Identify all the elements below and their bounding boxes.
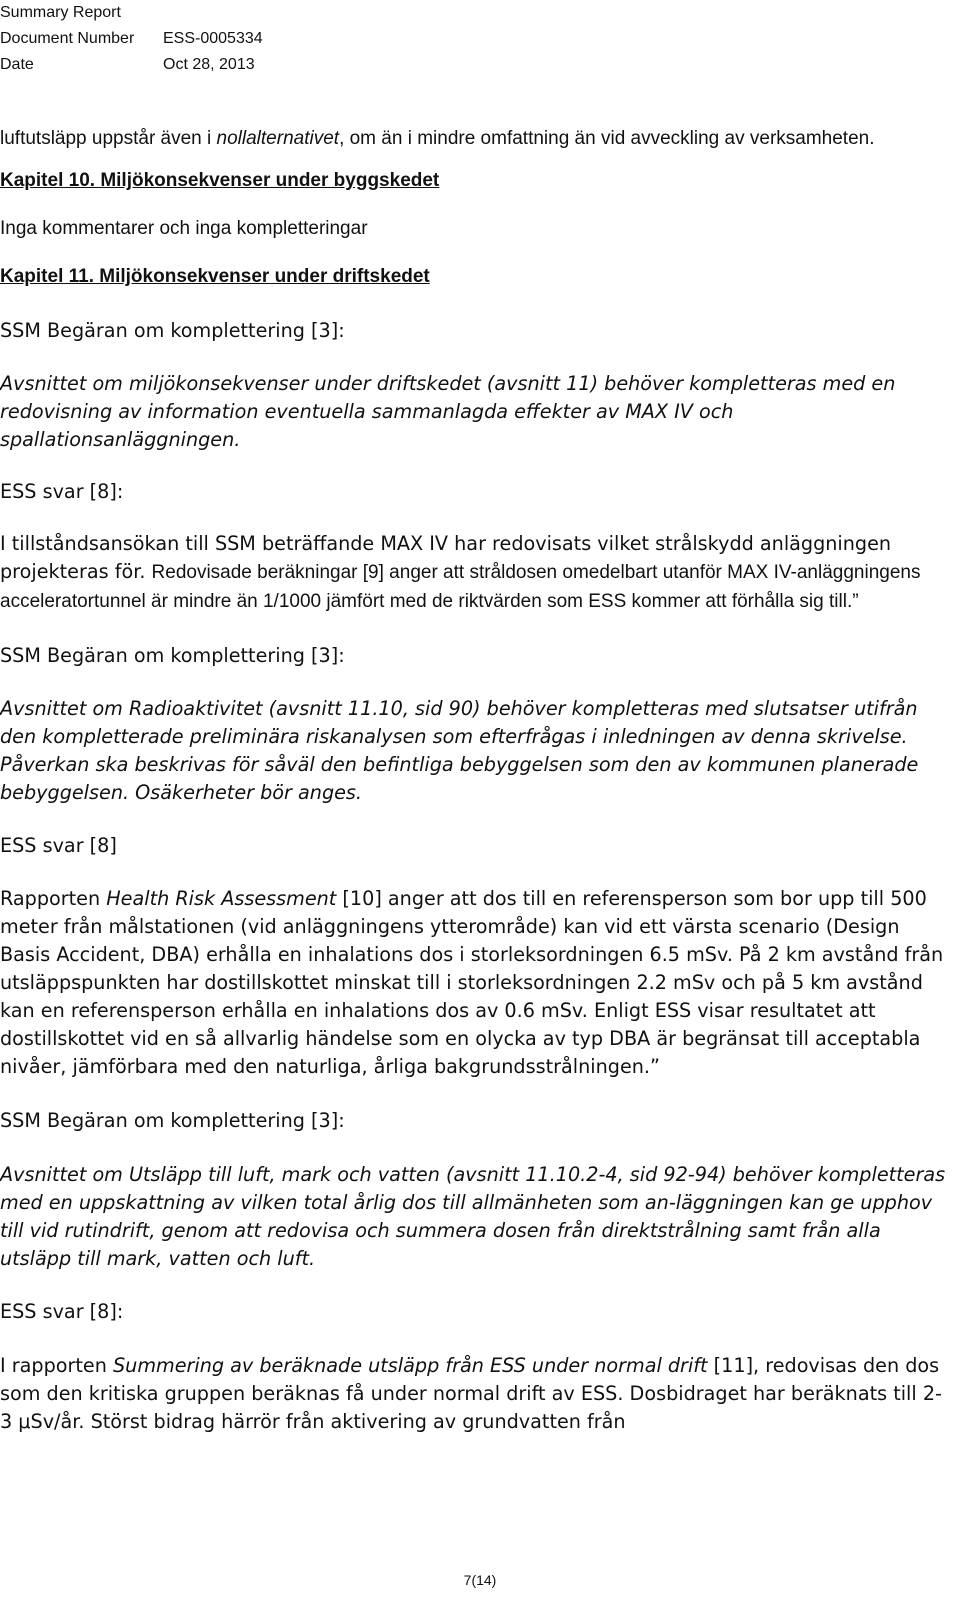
chapter-11-heading: Kapitel 11. Miljökonsekvenser under driftskedet [0, 266, 430, 287]
ssm-request-text-2: Avsnittet om Radioaktivitet (avsnitt 11.10, sid 90) behöver kompletteras med slutsatser utifrån den kompletterade preliminära riskanalysen som efterfrågas i inledningen av denna skrivelse. Påverkan ska beskrivas för såväl den befintliga bebyggelsen som den av kommunen planerade bebyggelsen. Osäkerheter bör anges. [0, 697, 919, 804]
ess-answer-text-1a: I tillståndsansökan till SSM beträffande MAX IV har redovisats vilket strålskydd anläggningen projekteras för. [0, 532, 892, 583]
doc-number-value: ESS-0005334 [163, 30, 263, 47]
ess-answer-text-2-pre: Rapporten [0, 887, 107, 910]
ssm-request-text-3: Avsnittet om Utsläpp till luft, mark och vatten (avsnitt 11.10.2-4, sid 92-94) behöver kompletteras med en uppskattning av vilken total årlig dos till allmänheten som an-läggningen kan ge upphov till vid rutindrift, genom att redovisa och summera dosen från direktstrålning samt från alla utsläpp till mark, vatten och luft. [0, 1163, 946, 1270]
ssm-request-label-2: SSM Begäran om komplettering [3]: [0, 644, 345, 667]
ess-answer-text-2 [0, 885, 952, 1081]
ess-answer-text-3-post: [11], redovisas den dos som den kritiska gruppen beräknas få under normal drift av ESS. Dosbidraget har beräknats till 2-3 μSv/år. Störst bidrag härrör från aktivering av grundvatten från [0, 1354, 942, 1433]
ess-answer-label-3: ESS svar [8]: [0, 1300, 124, 1323]
ess-answer-text-3-pre: I rapporten [0, 1354, 113, 1377]
date-value: Oct 28, 2013 [163, 56, 255, 73]
chapter-10-heading: Kapitel 10. Miljökonsekvenser under byggskedet [0, 170, 440, 191]
chapter-10-text: Inga kommentarer och inga kompletteringar [0, 218, 368, 239]
intro-text-end: , om än i mindre omfattning än vid avveckling av verksamheten. [339, 128, 875, 149]
header-doc-number-row [0, 26, 263, 52]
ess-answer-text-2-italic: Health Risk Assessment [106, 887, 337, 910]
ssm-request-label-1: SSM Begäran om komplettering [3]: [0, 319, 345, 342]
page-number: 7(14) [463, 1572, 497, 1588]
intro-text: luftutsläpp uppstår även i [0, 128, 217, 149]
intro-italic: nollalternativet [216, 128, 340, 149]
ess-answer-label-2: ESS svar [8] [0, 834, 117, 857]
ess-answer-text-3 [0, 1352, 952, 1436]
doc-number-label: Document Number [0, 30, 135, 47]
ess-answer-text-1 [0, 530, 952, 616]
ssm-request-text-1: Avsnittet om miljökonsekvenser under driftskedet (avsnitt 11) behöver kompletteras med en redovisning av information eventuella sammanlagda effekter av MAX IV och spallationsanläggningen. [0, 372, 896, 451]
document-header [0, 0, 263, 78]
header-title-row [0, 0, 263, 26]
header-date-row [0, 52, 263, 78]
ess-answer-text-2-post: [10] anger att dos till en referensperson som bor upp till 500 meter från målstationen (vid anläggningens ytterområde) kan vid ett värsta scenario (Design Basis Accident, DBA) erhålla en inhalations dos i storleksordningen 6.5 mSv. På 2 km avstånd från utsläppspunkten har dostillskottet minskat till i storleksordningen 2.2 mSv och på 5 km avstånd kan en referensperson erhålla en inhalations dos av 0.6 mSv. Enligt ESS visar resultatet att dostillskottet vid en så allvarlig händelse som en olycka av typ DBA är begränsat till acceptabla nivåer, jämförbara med den naturliga, årliga bakgrundsstrålningen.” [0, 887, 944, 1078]
document-body [0, 125, 952, 1436]
ess-answer-text-1b: Redovisade beräkningar [9] anger att stråldosen omedelbart utanför MAX IV-anläggningens acceleratortunnel är mindre än 1/1000 jämfört med de riktvärden som ESS kommer att förhålla sig till.” [0, 562, 921, 612]
report-title: Summary Report [0, 4, 121, 21]
ssm-request-label-3: SSM Begäran om komplettering [3]: [0, 1109, 345, 1132]
ess-answer-text-3-italic: Summering av beräknade utsläpp från ESS under normal drift [112, 1354, 708, 1377]
date-label: Date [0, 56, 34, 73]
paragraph-intro [0, 125, 952, 153]
ess-answer-label-1: ESS svar [8]: [0, 480, 124, 503]
